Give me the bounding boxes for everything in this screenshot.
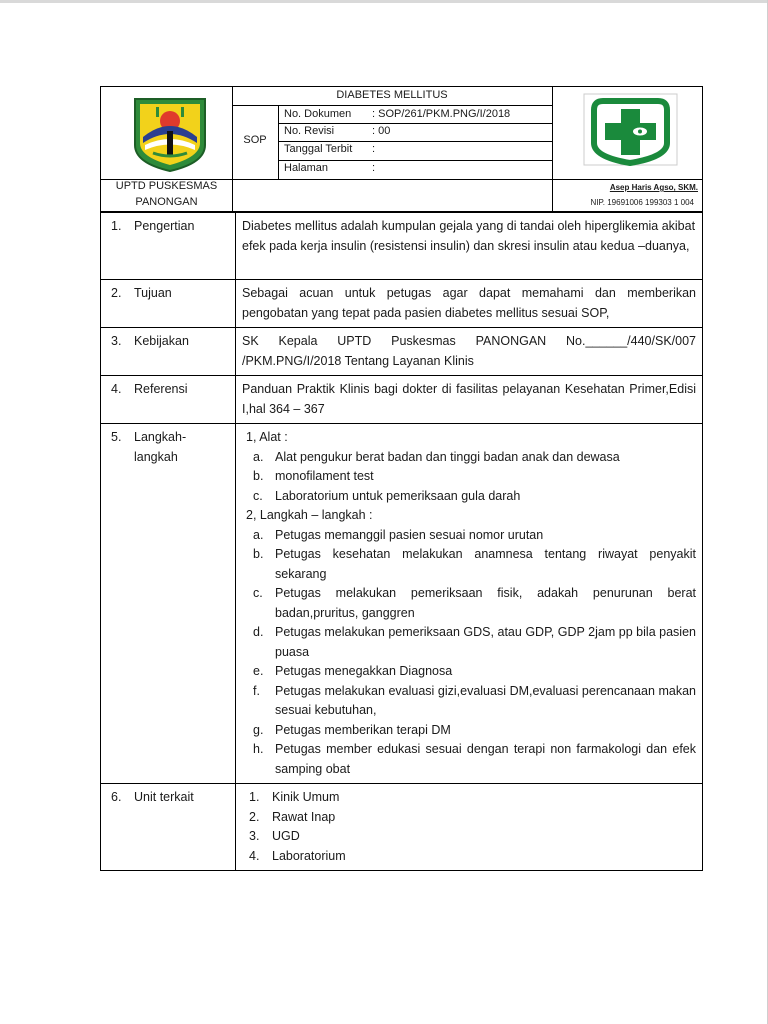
row-value-no-dokumen: : SOP/261/PKM.PNG/I/2018 — [372, 108, 511, 120]
list-text: UGD — [272, 829, 300, 843]
header-divider — [278, 123, 552, 124]
list-text: Alat pengukur berat badan dan tinggi badan anak dan dewasa — [275, 449, 620, 464]
list-text: Petugas menegakkan Diagnosa — [275, 664, 453, 678]
unit-list — [242, 788, 696, 866]
section-label: Tujuan — [134, 286, 172, 300]
list-item — [242, 487, 696, 507]
list-item — [242, 788, 696, 808]
row-value-tanggal-terbit: : — [372, 143, 376, 155]
row-value-halaman: : — [372, 162, 376, 174]
sop-content-table — [100, 212, 703, 871]
header-divider — [278, 160, 552, 161]
list-marker: 4. — [249, 848, 260, 863]
alat-list — [242, 448, 696, 507]
list-item — [242, 545, 696, 584]
list-item — [242, 623, 696, 662]
regency-emblem-icon — [131, 93, 209, 173]
list-marker: a. — [253, 449, 264, 464]
section-text: Panduan Praktik Klinis bagi dokter di fasilitas pelayanan Kesehatan Primer,Edisi I,hal 364 – 367 — [242, 382, 696, 416]
list-marker: 3. — [249, 829, 260, 843]
section-number: 5. — [111, 430, 122, 444]
list-marker: 2. — [249, 809, 260, 824]
row-label-tanggal-terbit: Tanggal Terbit — [284, 143, 353, 155]
row-value-no-revisi: : 00 — [372, 125, 391, 137]
section-number: 4. — [111, 382, 122, 396]
list-marker: b. — [253, 469, 264, 483]
list-marker: e. — [253, 664, 264, 678]
list-text: Petugas kesehatan melakukan anamnesa tentang riwayat penyakit sekarang — [275, 547, 696, 581]
list-text: Rawat Inap — [272, 809, 336, 824]
list-item — [242, 682, 696, 721]
sop-label: SOP — [243, 134, 267, 146]
alat-heading: 1, Alat : — [246, 430, 288, 444]
list-item — [242, 662, 696, 682]
page-top-strip — [0, 0, 768, 3]
list-marker: a. — [253, 527, 264, 542]
section-label: Referensi — [134, 382, 188, 396]
list-text: Petugas member edukasi sesuai dengan terapi non farmakologi dan efek samping obat — [275, 742, 696, 776]
langkah-list — [242, 526, 696, 780]
puskesmas-logo-icon — [583, 93, 678, 166]
list-text: Kinik Umum — [272, 790, 340, 804]
list-item — [242, 808, 696, 828]
row-label-halaman: Halaman — [284, 162, 329, 174]
list-text: monofilament test — [275, 469, 374, 483]
list-marker: 1. — [249, 790, 260, 804]
list-marker: c. — [253, 488, 263, 503]
list-item — [242, 721, 696, 741]
list-marker: b. — [253, 547, 264, 561]
section-label: Kebijakan — [134, 334, 189, 348]
section-number: 2. — [111, 286, 122, 300]
list-item — [242, 526, 696, 546]
header-divider — [278, 105, 279, 179]
section-row-kebijakan — [101, 328, 703, 376]
header-divider — [278, 141, 552, 142]
list-text: Laboratorium untuk pemeriksaan gula darah — [275, 488, 521, 503]
row-label-no-dokumen: No. Dokumen — [284, 108, 352, 120]
section-label: Pengertian — [134, 219, 195, 233]
row-label-no-revisi: No. Revisi — [284, 125, 335, 137]
sop-header — [100, 86, 703, 212]
list-marker: g. — [253, 722, 264, 737]
list-marker: f. — [253, 683, 260, 698]
langkah-heading: 2, Langkah – langkah : — [246, 508, 373, 522]
list-text: Petugas melakukan evaluasi gizi,evaluasi DM,evaluasi perencanaan makan sesuai kebutuhan, — [275, 683, 696, 717]
section-row-unit-terkait — [101, 784, 703, 871]
section-row-tujuan — [101, 280, 703, 328]
section-text: Diabetes mellitus adalah kumpulan gejala yang di tandai oleh hiperglikemia akibat efek pada kerja insulin (resistensi insulin) dan skresi insulin atau kedua –duanya, — [242, 219, 696, 253]
section-row-referensi — [101, 376, 703, 424]
list-item — [242, 827, 696, 847]
section-number: 1. — [111, 219, 122, 233]
section-label-line2: langkah — [134, 449, 178, 464]
list-item — [242, 448, 696, 468]
list-text: Petugas memanggil pasien sesuai nomor urutan — [275, 527, 544, 542]
institution-name-line1: UPTD PUSKESMAS — [115, 180, 218, 192]
section-row-pengertian — [101, 213, 703, 280]
list-item — [242, 740, 696, 779]
signer-nip: NIP. 19691006 199303 1 004 — [590, 198, 694, 207]
list-item — [242, 847, 696, 867]
document-title: DIABETES MELLITUS — [336, 89, 448, 101]
section-row-langkah — [101, 424, 703, 784]
signer-name: Asep Haris Agso, SKM. — [609, 183, 698, 192]
header-divider — [232, 105, 552, 106]
list-text: Petugas melakukan pemeriksaan fisik, adakah penurunan berat badan,pruritus, ganggren — [275, 586, 696, 620]
institution-name-line2: PANONGAN — [135, 196, 198, 208]
section-label: Unit terkait — [134, 790, 194, 804]
list-marker: c. — [253, 586, 263, 600]
list-text: Laboratorium — [272, 848, 346, 863]
section-label-line1: Langkah- — [134, 430, 187, 444]
section-text: Sebagai acuan untuk petugas agar dapat memahami dan memberikan pengobatan yang tepat pada pasien diabetes mellitus sesuai SOP, — [242, 286, 696, 320]
section-text: SK Kepala UPTD Puskesmas PANONGAN No.______/440/SK/007 /PKM.PNG/I/2018 Tentang Layanan Klinis — [242, 334, 696, 368]
list-text: Petugas melakukan pemeriksaan GDS, atau GDP, GDP 2jam pp bila pasien puasa — [275, 625, 696, 659]
list-marker: h. — [253, 742, 264, 756]
section-number: 6. — [111, 790, 122, 804]
list-marker: d. — [253, 625, 264, 639]
list-item — [242, 584, 696, 623]
list-item — [242, 467, 696, 487]
list-text: Petugas memberikan terapi DM — [275, 722, 451, 737]
section-number: 3. — [111, 334, 122, 348]
